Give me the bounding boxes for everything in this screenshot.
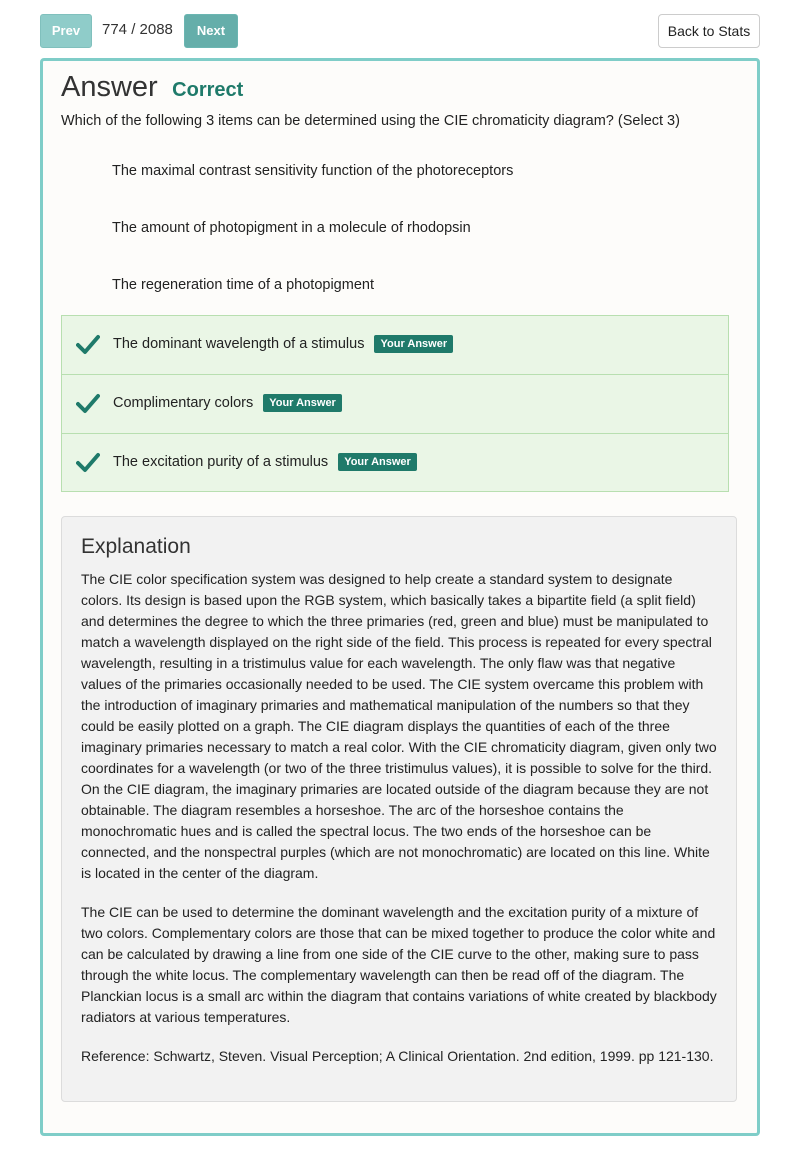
option-text: The regeneration time of a photopigment (112, 277, 374, 293)
option-5-selected (61, 374, 729, 434)
option-4-selected (61, 315, 729, 375)
question-text: Which of the following 3 items can be determined using the CIE chromaticity diagram? (Select 3) (61, 113, 680, 129)
option-text: The amount of photopigment in a molecule of rhodopsin (112, 220, 471, 236)
top-navigation (40, 14, 760, 48)
option-text: The maximal contrast sensitivity function of the photoreceptors (112, 163, 514, 179)
prev-button[interactable]: Prev (40, 14, 92, 48)
next-button[interactable]: Next (184, 14, 238, 48)
answer-heading (61, 71, 243, 104)
option-label: The excitation purity of a stimulus (113, 454, 329, 470)
option-3 (61, 258, 729, 315)
option-text (113, 453, 417, 471)
checkmark-icon (76, 332, 100, 356)
option-2 (61, 201, 729, 258)
question-counter: 774 / 2088 (102, 21, 173, 38)
option-label: The dominant wavelength of a stimulus (113, 336, 365, 352)
option-1 (61, 144, 729, 201)
answer-title: Answer (61, 71, 158, 103)
back-to-stats-button[interactable]: Back to Stats (658, 14, 760, 48)
answer-card (40, 58, 760, 1136)
your-answer-badge: Your Answer (263, 394, 342, 412)
explanation-paragraph: The CIE can be used to determine the dominant wavelength and the excitation purity of a mixture of two colors. Complementary colors are those that can be mixed together to produce the color white and can be calculated by drawing a line from one side of the CIE curve to the other, making sure to pass through the white locus. The complementary wavelength can then be read off of the diagram. The Planckian locus is a small arc within the diagram that contains variations of white created by blackbody radiators at various temperatures. (81, 904, 717, 1025)
option-label: Complimentary colors (113, 395, 254, 411)
option-text (113, 394, 342, 412)
your-answer-badge: Your Answer (338, 453, 417, 471)
option-6-selected (61, 433, 729, 492)
your-answer-badge: Your Answer (374, 335, 453, 353)
explanation-reference: Reference: Schwartz, Steven. Visual Perception; A Clinical Orientation. 2nd edition, 1999. pp 121-130. (81, 1048, 714, 1064)
explanation-title: Explanation (81, 535, 191, 558)
explanation-panel (61, 516, 737, 1102)
checkmark-icon (76, 450, 100, 474)
explanation-paragraph: The CIE color specification system was designed to help create a standard system to designate colors. Its design is based upon the RGB system, which basically takes a bipartite field (a split field) and determines the degree to which the three primaries (red, green and blue) must be manipulated to match a wavelength displayed on the right side of the field. This process is repeated for every spectral wavelength, resulting in a tristimulus value for each wavelength. The only flaw was that negative values of the primaries occasionally needed to be used. The CIE system overcame this problem with the introduction of imaginary primaries and mathematical manipulation of the numbers so that they could be easily plotted on a graph. The CIE diagram displays the quantities of each of the three imaginary primaries necessary to match a real color. With the CIE chromaticity diagram, given only two coordinates for a wavelength (or two of the three tristimulus values), it is possible to solve for the third. On the CIE diagram, the imaginary primaries are located outside of the diagram because they are not obtainable. The diagram resembles a horseshoe. The arc of the horseshoe contains the monochromatic hues and is called the spectral locus. The two ends of the horseshoe can be connected, and the nonspectral purples (which are not monochromatic) are located on this line. White is located in the center of the diagram. (81, 571, 717, 881)
result-status: Correct (172, 79, 244, 101)
checkmark-icon (76, 391, 100, 415)
option-text (113, 335, 453, 353)
